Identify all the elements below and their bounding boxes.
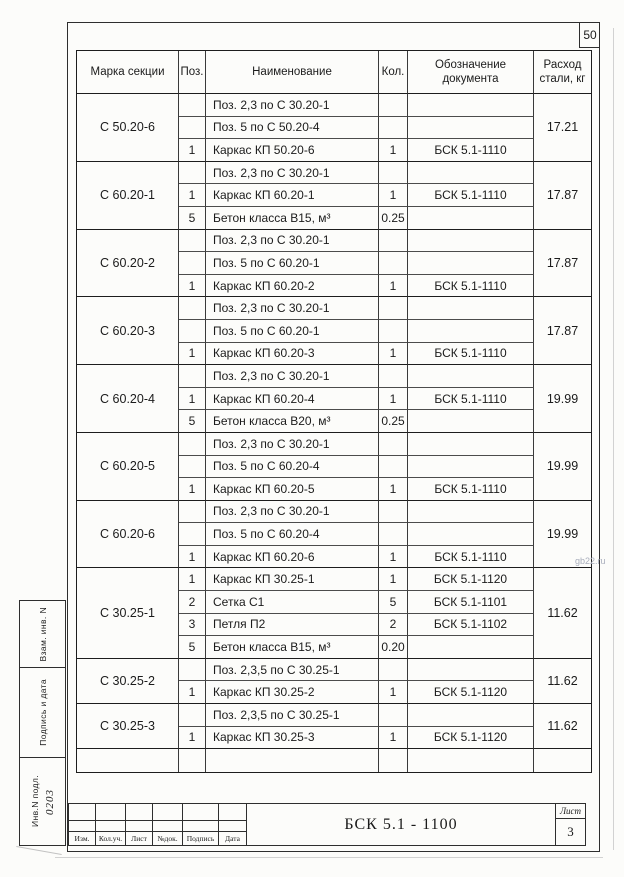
doc-cell (408, 117, 534, 140)
qty-cell (379, 523, 408, 546)
name-cell: Поз. 5 по С 60.20-4 (206, 456, 379, 479)
scan-corner-artifact (16, 846, 61, 855)
pos-cell: 1 (179, 546, 206, 569)
revision-cell (69, 804, 96, 821)
section-mark-cell: С 60.20-6 (77, 501, 179, 569)
section-mark-cell: С 60.20-4 (77, 365, 179, 433)
pos-cell: 3 (179, 614, 206, 637)
qty-cell: 1 (379, 139, 408, 162)
steel-consumption-cell: 19.99 (534, 365, 591, 433)
qty-cell: 1 (379, 184, 408, 207)
qty-cell: 5 (379, 591, 408, 614)
pos-cell (179, 433, 206, 456)
revision-header-koluch: Кол.уч. (96, 832, 126, 845)
qty-cell (379, 94, 408, 117)
revision-cell (153, 821, 183, 832)
pos-cell (179, 162, 206, 185)
doc-cell (408, 297, 534, 320)
qty-cell (379, 230, 408, 253)
qty-cell: 1 (379, 275, 408, 298)
name-cell: Поз. 5 по С 60.20-4 (206, 523, 379, 546)
pos-cell (179, 117, 206, 140)
doc-cell (408, 456, 534, 479)
doc-cell: БСК 5.1-1120 (408, 568, 534, 591)
inv-number-handwritten: 0203 (43, 788, 56, 815)
doc-cell: БСК 5.1-1120 (408, 727, 534, 750)
name-cell: Каркас КП 30.25-2 (206, 681, 379, 704)
revision-cell (153, 804, 183, 821)
pos-cell: 1 (179, 388, 206, 411)
revision-header-izm: Изм. (69, 832, 96, 845)
qty-cell (379, 501, 408, 524)
stamp-box-podpis-data (19, 667, 66, 758)
qty-cell (379, 659, 408, 682)
doc-cell: БСК 5.1-1110 (408, 546, 534, 569)
name-cell: Бетон класса В15, м³ (206, 207, 379, 230)
revision-header-list: Лист (126, 832, 153, 845)
revision-header-data: Дата (225, 834, 240, 843)
steel-consumption-cell: 11.62 (534, 659, 591, 704)
col-header-pos: Поз. (179, 51, 206, 94)
doc-cell (408, 433, 534, 456)
name-cell: Поз. 2,3 по С 30.20-1 (206, 501, 379, 524)
section-mark-cell: С 30.25-3 (77, 704, 179, 749)
name-cell: Поз. 2,3,5 по С 30.25-1 (206, 704, 379, 727)
name-cell: Поз. 2,3 по С 30.20-1 (206, 230, 379, 253)
doc-cell: БСК 5.1-1110 (408, 343, 534, 366)
document-number: БСК 5.1 - 1100 (344, 815, 458, 833)
qty-cell (379, 365, 408, 388)
pos-cell: 1 (179, 184, 206, 207)
qty-cell (379, 320, 408, 343)
scan-shadow-vertical (613, 28, 614, 850)
steel-consumption-cell: 11.62 (534, 568, 591, 658)
doc-cell (408, 659, 534, 682)
pos-cell: 1 (179, 681, 206, 704)
steel-consumption-cell: 11.62 (534, 704, 591, 749)
revision-cell (219, 821, 246, 832)
col-header-mark: Марка секции (77, 51, 179, 94)
name-cell: Поз. 2,3 по С 30.20-1 (206, 297, 379, 320)
col-header-doc: Обозначение документа (408, 51, 534, 94)
col-header-steel: Расход стали, кг (534, 51, 591, 94)
pos-cell: 5 (179, 636, 206, 659)
page-number-box (579, 23, 600, 48)
qty-cell (379, 297, 408, 320)
qty-cell: 1 (379, 568, 408, 591)
pos-cell: 1 (179, 568, 206, 591)
pos-cell: 5 (179, 207, 206, 230)
page-number: 50 (583, 28, 597, 42)
podpis-data-label: Подпись и дата (37, 679, 48, 746)
pos-cell (179, 749, 206, 772)
col-header-name: Наименование (206, 51, 379, 94)
revision-cell (219, 804, 246, 821)
name-cell: Каркас КП 60.20-2 (206, 275, 379, 298)
doc-cell: БСК 5.1-1110 (408, 478, 534, 501)
sheet-box (556, 803, 586, 846)
doc-cell (408, 207, 534, 230)
pos-cell (179, 704, 206, 727)
doc-cell (408, 252, 534, 275)
sheet-label: Лист (556, 804, 585, 819)
doc-cell (408, 162, 534, 185)
qty-cell: 1 (379, 478, 408, 501)
pos-cell: 1 (179, 343, 206, 366)
steel-consumption-cell: 17.87 (534, 297, 591, 365)
revision-cell (96, 804, 126, 821)
name-cell: Бетон класса В20, м³ (206, 410, 379, 433)
qty-cell: 0.20 (379, 636, 408, 659)
name-cell: Сетка С1 (206, 591, 379, 614)
qty-cell: 1 (379, 727, 408, 750)
sheet-number: 3 (567, 824, 574, 839)
name-cell: Каркас КП 30.25-1 (206, 568, 379, 591)
qty-cell: 1 (379, 388, 408, 411)
pos-cell (179, 94, 206, 117)
doc-cell (408, 501, 534, 524)
name-cell: Бетон класса В15, м³ (206, 636, 379, 659)
revision-cell (183, 804, 219, 821)
qty-cell (379, 456, 408, 479)
doc-cell (408, 410, 534, 433)
section-mark-cell: С 60.20-5 (77, 433, 179, 501)
doc-cell (408, 94, 534, 117)
pos-cell (179, 297, 206, 320)
pos-cell (179, 456, 206, 479)
doc-cell: БСК 5.1-1110 (408, 388, 534, 411)
pos-cell: 1 (179, 139, 206, 162)
pos-cell: 1 (179, 275, 206, 298)
doc-cell: БСК 5.1-1101 (408, 591, 534, 614)
revision-cell (126, 821, 153, 832)
qty-cell: 2 (379, 614, 408, 637)
specification-table (76, 50, 592, 773)
pos-cell (179, 659, 206, 682)
scan-shadow-bottom (55, 857, 603, 858)
name-cell: Поз. 5 по С 50.20-4 (206, 117, 379, 140)
section-mark-cell: С 50.20-6 (77, 94, 179, 162)
qty-cell (379, 117, 408, 140)
name-cell: Поз. 5 по С 60.20-1 (206, 320, 379, 343)
pos-cell: 5 (179, 410, 206, 433)
doc-cell (408, 636, 534, 659)
name-cell: Каркас КП 60.20-3 (206, 343, 379, 366)
steel-consumption-cell: 19.99 (534, 433, 591, 501)
qty-cell (379, 704, 408, 727)
section-mark-cell (77, 749, 179, 772)
doc-cell (408, 230, 534, 253)
section-mark-cell: С 60.20-1 (77, 162, 179, 230)
doc-cell: БСК 5.1-1102 (408, 614, 534, 637)
revision-header-podpis: Подпись (183, 832, 219, 845)
name-cell: Каркас КП 60.20-4 (206, 388, 379, 411)
steel-consumption-cell (534, 749, 591, 772)
revision-header-ndok: №док. (153, 832, 183, 845)
pos-cell (179, 320, 206, 343)
steel-consumption-cell: 17.87 (534, 162, 591, 230)
revision-cell (183, 821, 219, 832)
section-mark-cell: С 30.25-2 (77, 659, 179, 704)
pos-cell (179, 252, 206, 275)
pos-cell: 1 (179, 478, 206, 501)
doc-cell: БСК 5.1-1110 (408, 275, 534, 298)
name-cell: Каркас КП 60.20-1 (206, 184, 379, 207)
qty-cell: 1 (379, 681, 408, 704)
name-cell: Поз. 2,3 по С 30.20-1 (206, 365, 379, 388)
name-cell: Поз. 5 по С 60.20-1 (206, 252, 379, 275)
qty-cell: 1 (379, 546, 408, 569)
pos-cell: 1 (179, 727, 206, 750)
qty-cell (379, 162, 408, 185)
pos-cell (179, 230, 206, 253)
section-mark-cell: С 60.20-2 (77, 230, 179, 298)
name-cell: Поз. 2,3 по С 30.20-1 (206, 94, 379, 117)
steel-consumption-cell: 17.87 (534, 230, 591, 298)
steel-consumption-cell: 19.99 (534, 501, 591, 569)
revision-cell (126, 804, 153, 821)
name-cell: Каркас КП 60.20-6 (206, 546, 379, 569)
doc-cell: БСК 5.1-1110 (408, 139, 534, 162)
revision-cell (69, 821, 96, 832)
section-mark-cell: С 30.25-1 (77, 568, 179, 658)
name-cell: Петля П2 (206, 614, 379, 637)
vzam-inv-label: Взам. инв. N (37, 606, 48, 662)
doc-cell (408, 320, 534, 343)
col-header-qty: Кол. (379, 51, 408, 94)
name-cell (206, 749, 379, 772)
section-mark-cell: С 60.20-3 (77, 297, 179, 365)
pos-cell (179, 523, 206, 546)
qty-cell (379, 749, 408, 772)
stamp-box-inv-podl (19, 757, 66, 846)
qty-cell: 1 (379, 343, 408, 366)
pos-cell: 2 (179, 591, 206, 614)
doc-cell: БСК 5.1-1120 (408, 681, 534, 704)
name-cell: Каркас КП 60.20-5 (206, 478, 379, 501)
name-cell: Каркас КП 50.20-6 (206, 139, 379, 162)
revision-cell (96, 821, 126, 832)
qty-cell (379, 433, 408, 456)
site-watermark: gb22.ru (575, 556, 606, 566)
document-number-cell (247, 803, 556, 846)
qty-cell: 0.25 (379, 410, 408, 433)
steel-consumption-cell: 17.21 (534, 94, 591, 162)
qty-cell (379, 252, 408, 275)
stamp-box-vzam-inv (19, 600, 66, 668)
name-cell: Поз. 2,3 по С 30.20-1 (206, 433, 379, 456)
name-cell: Поз. 2,3,5 по С 30.25-1 (206, 659, 379, 682)
qty-cell: 0.25 (379, 207, 408, 230)
pos-cell (179, 501, 206, 524)
doc-cell (408, 704, 534, 727)
inv-podl-label: Инв.N подл. (29, 775, 40, 828)
doc-cell: БСК 5.1-1110 (408, 184, 534, 207)
pos-cell (179, 365, 206, 388)
revision-table (68, 803, 247, 846)
doc-cell (408, 523, 534, 546)
doc-cell (408, 749, 534, 772)
name-cell: Каркас КП 30.25-3 (206, 727, 379, 750)
doc-cell (408, 365, 534, 388)
name-cell: Поз. 2,3 по С 30.20-1 (206, 162, 379, 185)
